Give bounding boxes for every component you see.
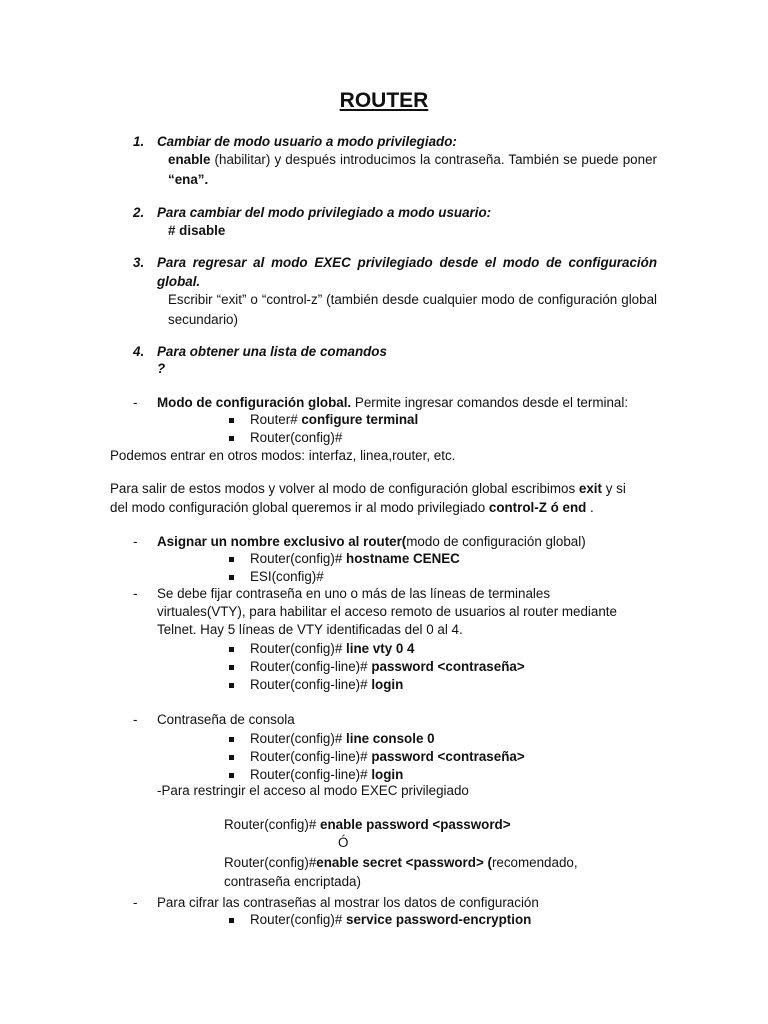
- encrypt-label: Para cifrar las contraseñas al mostrar los datos de configuración: [157, 895, 539, 910]
- item-3-heading: Para regresar al modo EXEC privilegiado desde el modo de configuración global.: [157, 255, 657, 289]
- exit-keyword: control-Z ó end: [488, 500, 587, 515]
- exit-paragraph-line-1: [110, 481, 626, 496]
- vty-dash: -: [133, 586, 138, 601]
- cmd-prefix: ESI(config)#: [250, 569, 324, 584]
- item-3-number: 3.: [133, 255, 145, 270]
- vty-line-2: virtuales(VTY), para habilitar el acceso remoto de usuarios al router mediante: [157, 604, 617, 619]
- global-mode-label: Modo de configuración global.: [157, 395, 352, 410]
- item-1-number: 1.: [133, 134, 145, 149]
- restrict-cmd-2: [224, 855, 578, 870]
- global-mode-line: [157, 395, 628, 410]
- cmd-text: line console 0: [346, 731, 435, 746]
- item-4-heading: Para obtener una lista de comandos: [157, 344, 387, 359]
- cmd-text: hostname CENEC: [346, 551, 460, 566]
- hostname-text: modo de configuración global): [406, 534, 586, 549]
- cmd-text: password <contraseña>: [371, 659, 525, 674]
- hostname-line: [157, 534, 586, 549]
- exit-text: .: [586, 500, 594, 515]
- encrypt-dash: -: [133, 895, 138, 910]
- item-1-ena: “ena”.: [168, 172, 209, 187]
- encrypt-bullet-1: [250, 912, 531, 927]
- item-1-body: [168, 150, 657, 190]
- cmd-text: login: [371, 767, 404, 782]
- exit-paragraph-line-2: [110, 500, 594, 515]
- bullet-icon: [229, 755, 234, 760]
- vty-line-1: Se debe fijar contraseña en uno o más de las líneas de terminales: [157, 586, 551, 601]
- global-mode-bullet-1: [250, 412, 418, 427]
- bullet-icon: [229, 418, 234, 423]
- console-bullet-1: [250, 731, 435, 746]
- restrict-cmd-2-line-2: contraseña encriptada): [224, 874, 361, 889]
- cmd-prefix: Router(config-line)#: [250, 677, 372, 692]
- cmd-suffix: recomendado,: [491, 855, 578, 870]
- cmd-text: password <contraseña>: [371, 749, 525, 764]
- cmd-prefix: Router(config)#: [250, 731, 347, 746]
- global-mode-text: Permite ingresar comandos desde el terminal:: [351, 395, 629, 410]
- vty-bullet-3: [250, 677, 403, 692]
- bullet-icon: [229, 918, 234, 923]
- bullet-icon: [229, 436, 234, 441]
- console-bullet-2: [250, 749, 525, 764]
- bullet-icon: [229, 737, 234, 742]
- cmd-prefix: Router(config)#: [224, 817, 321, 832]
- bullet-icon: [229, 773, 234, 778]
- exit-text: del modo configuración global queremos ir al modo privilegiado: [110, 500, 489, 515]
- cmd-prefix: Router(config)#: [250, 551, 347, 566]
- cmd-prefix: Router(config)#: [250, 912, 347, 927]
- hostname-bullet-1: [250, 551, 460, 566]
- item-1-heading: Cambiar de modo usuario a modo privilegiado:: [157, 134, 457, 149]
- item-2-number: 2.: [133, 205, 145, 220]
- item-1-enable: enable: [168, 152, 211, 167]
- item-4-number: 4.: [133, 344, 145, 359]
- other-modes-text: Podemos entrar en otros modos: interfaz, linea,router, etc.: [110, 448, 456, 463]
- bullet-icon: [229, 575, 234, 580]
- cmd-prefix: Router(config)#: [250, 641, 347, 656]
- cmd-prefix: Router(config)#: [224, 855, 317, 870]
- hostname-bullet-2: [250, 569, 324, 584]
- item-3-body: Escribir “exit” o “control-z” (también desde cualquier modo de configuración global secundario): [168, 292, 657, 327]
- bullet-icon: [229, 557, 234, 562]
- item-1-text: (habilitar) y después introducimos la contraseña. También se puede poner: [210, 152, 657, 167]
- global-mode-bullet-2: [250, 430, 342, 445]
- item-2-heading: Para cambiar del modo privilegiado a modo usuario:: [157, 205, 492, 220]
- cmd-prefix: Router(config-line)#: [250, 659, 372, 674]
- page-title: ROUTER: [339, 89, 429, 112]
- bullet-icon: [229, 665, 234, 670]
- hostname-label: Asignar un nombre exclusivo al router(: [157, 534, 407, 549]
- vty-line-3: Telnet. Hay 5 líneas de VTY identificadas del 0 al 4.: [157, 622, 463, 637]
- cmd-text: service password-encryption: [346, 912, 532, 927]
- cmd-text: login: [371, 677, 404, 692]
- cmd-text: enable password <password>: [320, 817, 511, 832]
- item-2-body: # disable: [168, 223, 226, 238]
- restrict-cmd-1: [224, 817, 511, 832]
- console-dash: -: [133, 712, 138, 727]
- vty-bullet-1: [250, 641, 415, 656]
- bullet-icon: [229, 647, 234, 652]
- console-bullet-3: [250, 767, 403, 782]
- bullet-icon: [229, 683, 234, 688]
- exit-keyword: exit: [578, 481, 602, 496]
- restrict-text: -Para restringir el acceso al modo EXEC privilegiado: [157, 783, 469, 798]
- cmd-prefix: Router#: [250, 412, 302, 427]
- exit-text: Para salir de estos modos y volver al modo de configuración global escribimos: [110, 481, 579, 496]
- hostname-dash: -: [133, 534, 138, 549]
- cmd-prefix: Router(config)#: [250, 430, 343, 445]
- cmd-text: line vty 0 4: [346, 641, 415, 656]
- item-4-body: ?: [157, 361, 166, 376]
- cmd-prefix: Router(config-line)#: [250, 749, 372, 764]
- cmd-prefix: Router(config-line)#: [250, 767, 372, 782]
- cmd-text: enable secret <password> (: [316, 855, 492, 870]
- cmd-text: configure terminal: [301, 412, 419, 427]
- global-mode-dash: -: [133, 395, 138, 410]
- exit-text: y si: [601, 481, 626, 496]
- console-label: Contraseña de consola: [157, 712, 295, 727]
- vty-bullet-2: [250, 659, 525, 674]
- restrict-or: Ó: [338, 835, 349, 850]
